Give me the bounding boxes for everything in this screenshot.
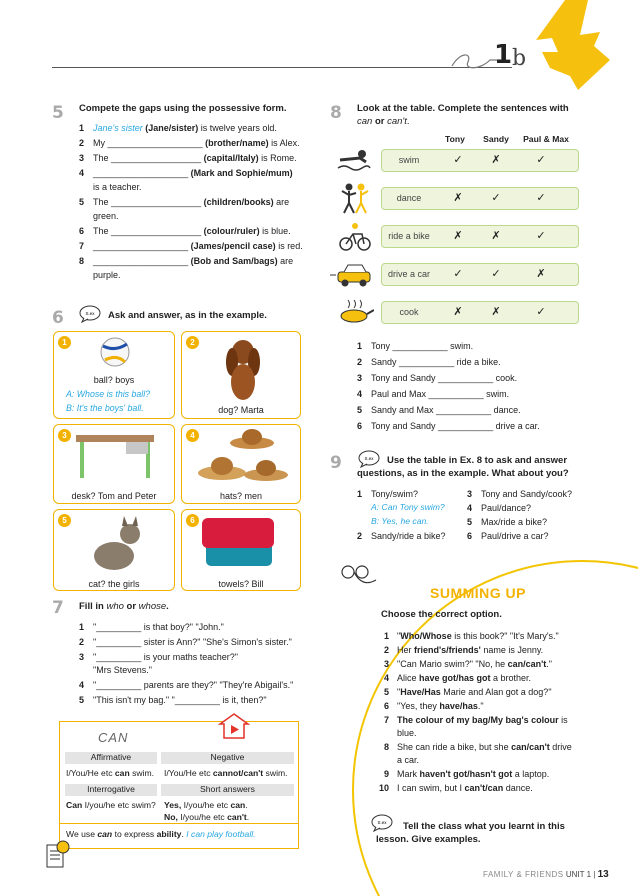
volleyball-image (99, 336, 131, 368)
item-text: Sandy/ride a bike? (371, 531, 446, 541)
exercise-6-number: 6 (52, 308, 64, 328)
summing-up-list (377, 630, 607, 810)
ex5-item-continued: green. (93, 211, 119, 221)
card-caption: towels? Bill (218, 579, 264, 589)
example-question: A: Whose is this ball? (66, 389, 151, 399)
col-header-sandy: Sandy (483, 134, 509, 144)
svg-text:S.ex: S.ex (364, 456, 374, 461)
activity-label: drive a car (387, 269, 431, 279)
item-number: 1 (79, 123, 85, 133)
exercise-8-title-line2: can or can't. (357, 116, 410, 127)
ability-mark: ✗ (453, 306, 463, 318)
item-number: 4 (79, 168, 85, 178)
bicycle-icon (338, 222, 372, 252)
item-number: 7 (383, 715, 389, 725)
title-who: who (106, 601, 124, 612)
option-pair: haven't got/hasn't got (419, 769, 513, 779)
item-number: 2 (357, 531, 363, 541)
desk-image (74, 431, 156, 481)
item-number: 4 (467, 503, 473, 513)
exercise-8-title: Look at the table. Complete the sentences with (357, 103, 569, 114)
hats-image (196, 427, 290, 489)
affirmative-header: Affirmative (65, 752, 157, 764)
grammar-divider (60, 823, 298, 824)
ability-mark: ✓ (491, 192, 501, 204)
ability-mark: ✓ (536, 230, 546, 242)
prompt-words: (Bob and Sam/bags) (190, 256, 278, 266)
dog-image (220, 334, 266, 402)
speech-bubble-icon (357, 450, 381, 468)
item-text: The __________________ (colour/ruler) is blue. (93, 226, 291, 236)
option-pair: can/can't (507, 659, 547, 669)
activity-label: ride a bike (388, 231, 430, 241)
tell-class-line2: lesson. Give examples. (376, 834, 481, 845)
item-number: 6 (467, 531, 473, 541)
short-answer-no: No, I/you/he etc can't. (164, 812, 250, 822)
card-desk (53, 424, 175, 504)
item-text: The __________________ (capital/Italy) is Rome. (93, 153, 297, 163)
exercise-9-title-line2: questions, as in the example. What about you? (357, 468, 569, 479)
ex9-example-question: A: Can Tony swim? (371, 502, 445, 512)
item-number: 6 (383, 701, 389, 711)
card-caption: ball? boys (93, 375, 135, 385)
item-text: Tony/swim? (371, 489, 419, 499)
ability-table (381, 149, 581, 329)
unit-letter: b (512, 46, 527, 71)
item-text: Paul/dance? (481, 503, 532, 513)
item-number: 5 (357, 405, 363, 415)
grammar-title: CAN (98, 730, 129, 745)
ex5-item-continued: purple. (93, 270, 121, 280)
ex9-right-list (467, 488, 597, 548)
swirl-decoration (338, 560, 378, 590)
ability-mark: ✓ (453, 268, 463, 280)
item-text: I can swim, but I can't/can dance. (397, 783, 533, 793)
speech-bubble-icon (370, 814, 394, 832)
card-towels (181, 509, 301, 591)
option-pair: The colour of my bag/My bag's colour (397, 715, 559, 725)
col-header-paul-max: Paul & Max (523, 134, 569, 144)
item-number: 5 (79, 695, 85, 705)
item-number: 3 (357, 373, 363, 383)
card-hats (181, 424, 301, 504)
ability-mark: ✗ (536, 268, 546, 280)
negative-example: I/You/He etc cannot/can't swim. (164, 768, 288, 778)
item-number: 1 (383, 631, 389, 641)
video-house-icon (218, 712, 250, 740)
item-number: 10 (378, 783, 389, 793)
interrogative-header: Interrogative (65, 784, 157, 796)
car-icon (330, 262, 374, 290)
footer-series: FAMILY & FRIENDS (483, 870, 564, 879)
grammar-note: We use can to express ability. I can play football. (66, 829, 256, 839)
example-answer: B: It's the boys' ball. (66, 403, 144, 413)
item-text: "_________ is your maths teacher?" (93, 652, 238, 662)
exercise-6-title: Ask and answer, as in the example. (108, 310, 267, 321)
item-text: Tony ___________ swim. (371, 341, 474, 351)
unit-number: 1 (494, 40, 513, 70)
item-number: 5 (467, 517, 473, 527)
exercise-7-number: 7 (52, 598, 64, 618)
item-text: "Have/Has Marie and Alan got a dog?" (397, 687, 552, 697)
card-number: 5 (58, 514, 71, 527)
card-number: 1 (58, 336, 71, 349)
item-text: My ___________________ (brother/name) is Alex. (93, 138, 300, 148)
ability-mark: ✗ (491, 230, 501, 242)
card-dog (181, 331, 301, 419)
summing-up-subtitle: Choose the correct option. (381, 609, 502, 620)
note-part: We use (66, 829, 95, 839)
option-pair: have got/has got (419, 673, 491, 683)
exercise-8-number: 8 (330, 103, 342, 123)
item-text: "Can Mario swim?" "No, he can/can't." (397, 659, 552, 669)
answer-example: Jane's sister (93, 123, 143, 133)
card-cat (53, 509, 175, 591)
item-text: ___________________ (James/pencil case) is red. (93, 241, 303, 251)
item-text: She can ride a bike, but she can/can't drive (397, 742, 572, 752)
speech-bubble-icon (78, 305, 102, 323)
note-part: to express (114, 829, 155, 839)
exercise-5-title: Compete the gaps using the possessive form. (79, 103, 287, 114)
frying-pan-icon (338, 296, 374, 326)
item-text: Paul/drive a car? (481, 531, 549, 541)
title-or: or (374, 116, 385, 127)
prompt-words: (Jane/sister) (145, 123, 199, 133)
option-pair: have/has (439, 701, 478, 711)
item-number: 1 (357, 489, 363, 499)
prompt-words: (children/books) (203, 197, 274, 207)
item-number: 5 (79, 197, 85, 207)
summing-item-continued: blue. (397, 728, 417, 738)
item-number: 2 (79, 138, 85, 148)
item-text: Sandy ___________ ride a bike. (371, 357, 501, 367)
title-cant: can't (387, 116, 407, 127)
item-text: "Who/Whose is this book?" "It's Mary's." (397, 631, 559, 641)
item-number: 4 (357, 389, 363, 399)
card-ball (53, 331, 175, 419)
exercise-8-sentences (357, 340, 597, 430)
card-caption: desk? Tom and Peter (71, 491, 157, 501)
card-caption: hats? men (219, 491, 263, 501)
exercise-5-list (79, 122, 304, 297)
item-number: 3 (383, 659, 389, 669)
towels-image (200, 514, 284, 574)
item-number: 8 (79, 256, 85, 266)
item-text: "Yes, they have/has." (397, 701, 484, 711)
footer-unit: UNIT 1 (565, 870, 592, 879)
ability-mark: ✓ (536, 306, 546, 318)
svg-text:S.ex: S.ex (377, 820, 387, 825)
cat-image (84, 514, 146, 574)
item-text: The __________________ (children/books) are (93, 197, 290, 207)
activity-label: dance (396, 193, 422, 203)
dancers-icon (338, 181, 372, 215)
card-number: 3 (58, 429, 71, 442)
item-text: Max/ride a bike? (481, 517, 548, 527)
item-number: 5 (383, 687, 389, 697)
ability-mark: ✓ (536, 192, 546, 204)
item-text: Her friend's/friends' name is Jenny. (397, 645, 544, 655)
exercise-9-title: Use the table in Ex. 8 to ask and answer (387, 455, 568, 466)
item-number: 6 (357, 421, 363, 431)
item-number: 3 (79, 652, 85, 662)
exercise-5-number: 5 (52, 103, 64, 123)
short-answers-header: Short answers (161, 784, 294, 796)
item-number: 4 (383, 673, 389, 683)
ex5-item-continued: is a teacher. (93, 182, 142, 192)
item-text: Alice have got/has got a brother. (397, 673, 532, 683)
ability-mark: ✗ (491, 306, 501, 318)
exercise-7-title: Fill in who or whose. (79, 601, 169, 612)
item-number: 3 (79, 153, 85, 163)
header-rule (52, 67, 512, 68)
item-text: Sandy and Max ___________ dance. (371, 405, 521, 415)
ability-mark: ✓ (491, 268, 501, 280)
item-number: 9 (383, 769, 389, 779)
title-part: or (126, 601, 137, 612)
title-part: Fill in (79, 601, 104, 612)
negative-header: Negative (161, 752, 294, 764)
item-number: 2 (383, 645, 389, 655)
option-pair: friend's/friends' (414, 645, 481, 655)
card-number: 2 (186, 336, 199, 349)
item-text: Tony and Sandy/cook? (481, 489, 573, 499)
item-text: The colour of my bag/My bag's colour is (397, 715, 568, 725)
option-pair: can/can't (511, 742, 550, 752)
footer: FAMILY & FRIENDS UNIT 1 | 13 (483, 869, 609, 880)
prompt-words: (brother/name) (205, 138, 269, 148)
activity-label: swim (398, 155, 420, 165)
item-number: 6 (79, 226, 85, 236)
grammar-box-can (59, 721, 299, 849)
item-text: "_________ is that boy?" "John." (93, 622, 224, 632)
option-pair: Have/Has (400, 687, 441, 697)
summing-item-continued: a car. (397, 755, 420, 765)
item-text: Tony and Sandy ___________ cook. (371, 373, 518, 383)
note-example: I can play football. (186, 829, 256, 839)
prompt-words: (colour/ruler) (203, 226, 260, 236)
item-text: "_________ sister is Ann?" "She's Simon's sister." (93, 637, 292, 647)
option-pair: can't/can (464, 783, 504, 793)
tell-class-line1: Tell the class what you learnt in this (403, 821, 565, 832)
item-number: 7 (79, 241, 85, 251)
item-number: 2 (79, 637, 85, 647)
ability-mark: ✗ (453, 192, 463, 204)
card-caption: cat? the girls (88, 579, 140, 589)
page-number: 13 (597, 869, 609, 880)
grammar-reference-icon (45, 839, 71, 871)
title-can: can (357, 116, 373, 127)
item-text: "This isn't my bag." "_________ is it, then?" (93, 695, 267, 705)
note-ability: ability (156, 829, 182, 839)
card-caption: dog? Marta (218, 405, 264, 415)
card-number: 4 (186, 429, 199, 442)
note-can: can (97, 829, 113, 839)
item-number: 2 (357, 357, 363, 367)
swimmer-icon (336, 146, 372, 174)
prompt-words: (capital/Italy) (203, 153, 259, 163)
item-text: Tony and Sandy ___________ drive a car. (371, 421, 540, 431)
item-text: Paul and Max ___________ swim. (371, 389, 510, 399)
ability-mark: ✗ (453, 230, 463, 242)
item-number: 8 (383, 742, 389, 752)
activity-label: cook (399, 307, 419, 317)
short-answer-yes: Yes, I/you/he etc can. (164, 800, 248, 810)
ability-mark: ✓ (453, 154, 463, 166)
item-text: Mark haven't got/hasn't got a laptop. (397, 769, 550, 779)
prompt-words: (James/pencil case) (190, 241, 276, 251)
title-whose: whose (138, 601, 167, 612)
prompt-words: (Mark and Sophie/mum) (190, 168, 293, 178)
ex7-item-continued: "Mrs Stevens." (93, 665, 152, 675)
exercise-7-list (79, 621, 319, 711)
svg-text:S.ex: S.ex (85, 311, 95, 316)
item-text: ___________________ (Mark and Sophie/mum) (93, 168, 293, 178)
summing-up-title: SUMMING UP (430, 585, 526, 601)
item-number: 3 (467, 489, 473, 499)
ability-mark: ✗ (491, 154, 501, 166)
lightning-bolt-icon (530, 0, 620, 92)
ex9-example-answer: B: Yes, he can. (371, 516, 429, 526)
exercise-9-number: 9 (330, 453, 342, 473)
item-number: 1 (357, 341, 363, 351)
option-pair: Who/Whose (400, 631, 452, 641)
item-number: 4 (79, 680, 85, 690)
col-header-tony: Tony (445, 134, 465, 144)
interrogative-example: Can I/you/he etc swim? (66, 800, 156, 810)
card-number: 6 (186, 514, 199, 527)
item-text: Jane's sister (Jane/sister) is twelve years old. (93, 123, 277, 133)
item-number: 1 (79, 622, 85, 632)
ability-mark: ✓ (536, 154, 546, 166)
item-text: "_________ parents are they?" "They're Abigail's." (93, 680, 294, 690)
item-text: ___________________ (Bob and Sam/bags) are (93, 256, 294, 266)
affirmative-example: I/You/He etc can swim. (66, 768, 155, 778)
